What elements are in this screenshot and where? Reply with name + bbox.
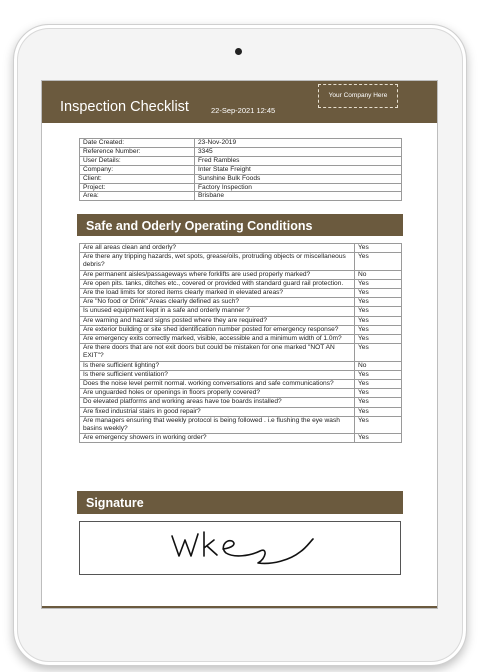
details-value: Inter State Freight [195,165,402,174]
details-value: Sunshine Bulk Foods [195,174,402,183]
document-header [42,81,437,123]
checklist-question: Does the noise level permit normal. working conversations and safe communications? [80,380,355,389]
details-label: Client: [80,174,195,183]
checklist-row [80,253,402,270]
checklist-answer: Yes [355,434,402,443]
checklist-answer: Yes [355,380,402,389]
checklist-row [80,380,402,389]
checklist-question: Are emergency showers in working order? [80,434,355,443]
checklist-question: Is there sufficient lighting? [80,361,355,370]
checklist-row [80,298,402,307]
details-value: 23-Nov-2019 [195,139,402,148]
checklist-answer: Yes [355,325,402,334]
checklist-row [80,279,402,288]
details-table [79,138,402,201]
checklist-question: Are open pits. tanks, ditches etc., covered or provided with standard guard rail protection. [80,279,355,288]
checklist-question: Are there doors that are not exit doors but could be mistaken for one marked "NOT AN EXIT"? [80,344,355,361]
details-row [80,183,402,192]
checklist-answer: Yes [355,244,402,253]
details-row [80,192,402,201]
checklist-row [80,244,402,253]
checklist-question: Is unused equipment kept in a safe and orderly manner ? [80,307,355,316]
checklist-answer: Yes [355,389,402,398]
details-value: Brisbane [195,192,402,201]
checklist-question: Are unguarded holes or openings in floors properly covered? [80,389,355,398]
document-screen [41,80,438,609]
details-row [80,139,402,148]
checklist-answer: Yes [355,307,402,316]
checklist-question: Do elevated platforms and working areas have toe boards installed? [80,398,355,407]
section-title: Safe and Oderly Operating Conditions [86,219,313,233]
checklist-row [80,344,402,361]
details-label: Project: [80,183,195,192]
checklist-answer: No [355,270,402,279]
checklist-row [80,307,402,316]
checklist-answer: Yes [355,253,402,270]
checklist-row [80,325,402,334]
checklist-row [80,407,402,416]
checklist-answer: Yes [355,298,402,307]
page-title: Inspection Checklist [60,99,189,115]
checklist-answer: Yes [355,416,402,433]
checklist-row [80,434,402,443]
checklist-answer: Yes [355,335,402,344]
checklist-answer: No [355,361,402,370]
checklist-row [80,316,402,325]
checklist-question: Are warning and hazard signs posted where they are required? [80,316,355,325]
signature-box [79,521,401,575]
signature-header [77,491,403,514]
checklist-question: Is there sufficient ventilation? [80,370,355,379]
details-row [80,174,402,183]
checklist-question: Are managers ensuring that weekly protocol is being followed . i.e flushing the eye wash basins weekly? [80,416,355,433]
details-value: 3345 [195,147,402,156]
checklist-row [80,398,402,407]
checklist-row [80,335,402,344]
details-row [80,147,402,156]
checklist-answer: Yes [355,289,402,298]
details-row [80,156,402,165]
checklist-question: Are permanent aisles/passageways where forklifts are used properly marked? [80,270,355,279]
checklist-row [80,361,402,370]
checklist-row [80,289,402,298]
details-label: Company: [80,165,195,174]
checklist-answer: Yes [355,398,402,407]
details-label: Reference Number: [80,147,195,156]
checklist-row [80,389,402,398]
checklist-question: Are all areas clean and orderly? [80,244,355,253]
details-value: Factory Inspection [195,183,402,192]
checklist-question: Are there any tripping hazards, wet spots, grease/oils, protruding objects or miscellaneous debris? [80,253,355,270]
details-value: Fred Rambles [195,156,402,165]
details-row [80,165,402,174]
checklist-question: Are emergency exits correctly marked, visible, accessible and a minimum width of 1.0m? [80,335,355,344]
signature-title: Signature [86,496,144,510]
checklist-answer: Yes [355,344,402,361]
details-label: User Details: [80,156,195,165]
screen-bottom-bar [42,606,437,608]
checklist-question: Are exterior building or site shed identification number posted for emergency response? [80,325,355,334]
checklist-table [79,243,402,443]
checklist-row [80,270,402,279]
details-label: Area: [80,192,195,201]
checklist-question: Are "No food or Drink" Areas clearly defined as such? [80,298,355,307]
checklist-question: Are the load limits for stored items clearly marked in elevated areas? [80,289,355,298]
section-header [77,214,403,236]
checklist-answer: Yes [355,316,402,325]
checklist-answer: Yes [355,370,402,379]
checklist-answer: Yes [355,407,402,416]
signature-drawing [80,522,400,574]
checklist-row [80,416,402,433]
checklist-answer: Yes [355,279,402,288]
checklist-question: Are fixed industrial stairs in good repair? [80,407,355,416]
details-label: Date Created: [80,139,195,148]
company-logo-placeholder: Your Company Here [318,84,398,108]
camera-icon [235,48,242,55]
checklist-row [80,370,402,379]
report-datetime: 22-Sep-2021 12:45 [211,106,276,115]
